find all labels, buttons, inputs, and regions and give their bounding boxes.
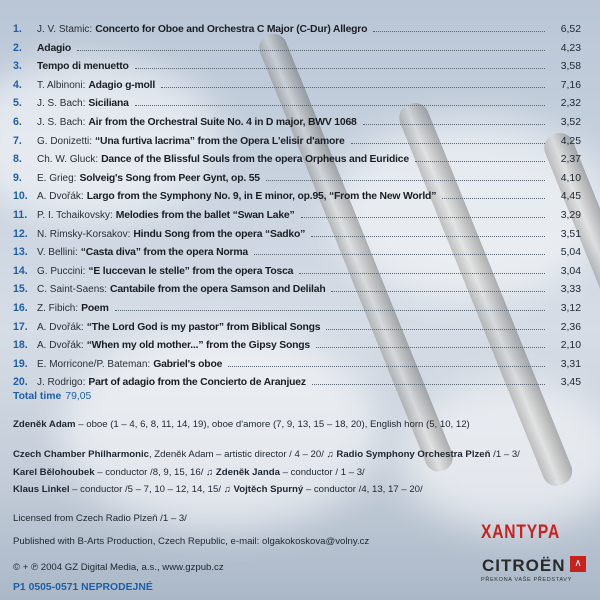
track-duration: 4,45 xyxy=(560,191,581,203)
track-title: Tempo di menuetto xyxy=(37,61,129,73)
dot-leader xyxy=(331,291,545,292)
track-number: 11. xyxy=(13,208,28,221)
track-duration: 3,33 xyxy=(560,284,581,296)
track-composer: A. Dvořák: xyxy=(37,340,84,352)
track-duration: 3,51 xyxy=(560,228,581,240)
citroen-slogan: PŘEKONA VAŠE PŘEDSTAVY xyxy=(481,577,572,583)
track-composer: J. S. Bach: xyxy=(37,116,86,128)
music-note-icon: ♫ xyxy=(223,484,231,495)
dot-leader xyxy=(77,50,545,51)
track-number: 17. xyxy=(13,320,28,333)
catalog-number: P1 0505-0571 NEPRODEJNÉ xyxy=(13,582,153,593)
dot-leader xyxy=(351,143,545,144)
dot-leader xyxy=(311,236,545,237)
dot-leader xyxy=(326,329,545,330)
dot-leader xyxy=(228,366,545,367)
track-composer: E. Grieg: xyxy=(37,172,77,184)
track-number: 6. xyxy=(13,115,22,128)
citroen-logo-text: CITROËN xyxy=(482,556,566,575)
track-row xyxy=(13,76,581,95)
track-row xyxy=(13,57,581,76)
ensemble-credits: Czech Chamber Philharmonic, Zdeněk Adam – artistic director / 4 – 20/ ♫ Radio Symphony Orchestra Plzeň /1 – 3/ Karel Bělohoubek – conductor /8, 9, 15, 16/ ♫ Zdeněk Janda – conductor / 1 – 3/ Klaus Linkel – conductor /5 – 7, 10 – 12, 14, 15/ ♫ Vojtěch Spurný – conductor /4, 13, 17 – 20/ xyxy=(13,449,520,495)
track-composer: Ch. W. Gluck: xyxy=(37,154,99,166)
dot-leader xyxy=(363,124,545,125)
track-row xyxy=(13,94,581,113)
track-duration: 6,52 xyxy=(560,24,581,35)
publisher-note: Published with B-Arts Production, Czech Republic, e-mail: olgakokoskova@volny.cz xyxy=(13,536,370,547)
track-duration: 3,12 xyxy=(560,302,581,314)
citroen-chevron-icon: ∧ xyxy=(570,556,586,572)
music-note-icon: ♫ xyxy=(326,449,334,460)
track-number: 3. xyxy=(13,60,22,73)
track-title: Dance of the Blissful Souls from the opera Orpheus and Euridice xyxy=(101,154,409,166)
track-row xyxy=(13,169,581,188)
dot-leader xyxy=(135,68,545,69)
track-row xyxy=(13,336,581,355)
track-title: Hindu Song from the opera “Sadko” xyxy=(133,228,306,240)
track-duration: 7,16 xyxy=(560,79,581,91)
track-duration: 3,45 xyxy=(560,377,581,389)
track-row xyxy=(13,132,581,151)
track-duration: 3,58 xyxy=(560,61,581,73)
track-row xyxy=(13,206,581,225)
track-number: 9. xyxy=(13,171,22,184)
track-title: Solveig's Song from Peer Gynt, op. 55 xyxy=(79,172,260,184)
dot-leader xyxy=(373,31,545,32)
track-title: “The Lord God is my pastor” from Biblical Songs xyxy=(86,321,321,333)
track-title: Adagio g-moll xyxy=(88,79,156,91)
license-note: Licensed from Czech Radio Plzeň /1 – 3/ xyxy=(13,513,187,524)
track-row xyxy=(13,150,581,169)
track-row xyxy=(13,225,581,244)
track-number: 16. xyxy=(13,301,28,314)
track-title: Part of adagio from the Concierto de Aranjuez xyxy=(88,377,306,389)
track-row xyxy=(13,262,581,281)
track-row xyxy=(13,113,581,132)
track-title: “E luccevan le stelle” from the opera Tosca xyxy=(88,265,294,277)
track-composer: N. Rimsky-Korsakov: xyxy=(37,228,131,240)
track-row xyxy=(13,373,581,392)
track-duration: 3,52 xyxy=(560,116,581,128)
track-list xyxy=(13,20,581,392)
dot-leader xyxy=(115,310,545,311)
soloist-credit: Zdeněk Adam – oboe (1 – 4, 6, 8, 11, 14, 19), oboe d'amore (7, 9, 13, 15 – 18, 20), English horn (5, 10, 12) xyxy=(13,419,470,430)
track-title: Cantabile from the opera Samson and Delilah xyxy=(110,284,326,296)
track-composer: J. Rodrigo: xyxy=(37,377,86,389)
track-number: 5. xyxy=(13,97,22,110)
track-composer: J. S. Bach: xyxy=(37,98,86,110)
dot-leader xyxy=(301,217,545,218)
track-title: Adagio xyxy=(37,42,72,54)
track-duration: 3,31 xyxy=(560,358,581,370)
track-row xyxy=(13,280,581,299)
track-composer: T. Albinoni: xyxy=(37,79,86,91)
track-row xyxy=(13,20,581,39)
track-duration: 3,29 xyxy=(560,209,581,221)
track-title: “Una furtiva lacrima” from the Opera L'elisir d'amore xyxy=(95,135,345,147)
track-row xyxy=(13,243,581,262)
track-number: 18. xyxy=(13,339,28,352)
track-row xyxy=(13,355,581,374)
dot-leader xyxy=(442,198,545,199)
track-composer: V. Bellini: xyxy=(37,247,78,259)
dot-leader xyxy=(161,87,545,88)
track-title: Gabriel's oboe xyxy=(153,358,223,370)
track-number: 19. xyxy=(13,357,28,370)
track-duration: 5,04 xyxy=(560,247,581,259)
track-composer: P. I. Tchaikovsky: xyxy=(37,209,113,221)
track-title: Largo from the Symphony No. 9, in E minor, op.95, “From the New World” xyxy=(86,191,437,203)
track-duration: 3,04 xyxy=(560,265,581,277)
track-number: 20. xyxy=(13,376,28,389)
track-row xyxy=(13,318,581,337)
dot-leader xyxy=(415,161,545,162)
track-composer: G. Donizetti: xyxy=(37,135,93,147)
dot-leader xyxy=(135,105,545,106)
track-title: Poem xyxy=(81,302,109,314)
track-composer: A. Dvořák: xyxy=(37,321,84,333)
total-time: Total time 79,05 xyxy=(13,391,92,402)
track-title: Melodies from the ballet “Swan Lake” xyxy=(115,209,295,221)
track-duration: 4,10 xyxy=(560,172,581,184)
track-composer: J. V. Stamic: xyxy=(37,24,93,35)
dot-leader xyxy=(266,180,545,181)
music-note-icon: ♫ xyxy=(206,466,214,478)
track-duration: 2,36 xyxy=(560,321,581,333)
track-title: Concerto for Oboe and Orchestra C Major (C-Dur) Allegro xyxy=(95,24,368,35)
dot-leader xyxy=(299,273,545,274)
copyright-note: © + ℗ 2004 GZ Digital Media, a.s., www.gzpub.cz xyxy=(13,562,224,573)
track-number: 1. xyxy=(13,23,22,35)
xantypa-logo: XANTYPA xyxy=(481,522,561,543)
track-number: 13. xyxy=(13,246,28,259)
dot-leader xyxy=(254,254,545,255)
track-number: 14. xyxy=(13,264,28,277)
track-number: 15. xyxy=(13,283,28,296)
track-number: 10. xyxy=(13,190,28,203)
track-composer: G. Puccini: xyxy=(37,265,86,277)
track-title: Siciliana xyxy=(88,98,129,110)
track-title: “Casta diva” from the opera Norma xyxy=(80,247,248,259)
dot-leader xyxy=(312,384,545,385)
track-number: 4. xyxy=(13,78,22,91)
dot-leader xyxy=(316,347,545,348)
track-duration: 2,37 xyxy=(560,154,581,166)
track-row xyxy=(13,187,581,206)
track-title: “When my old mother...” from the Gipsy Songs xyxy=(86,340,310,352)
track-duration: 2,10 xyxy=(560,340,581,352)
track-composer: A. Dvořák: xyxy=(37,191,84,203)
track-duration: 2,32 xyxy=(560,98,581,110)
track-composer: E. Morricone/P. Bateman: xyxy=(37,358,151,370)
track-number: 2. xyxy=(13,41,22,54)
track-duration: 4,25 xyxy=(560,135,581,147)
track-composer: Z. Fibich: xyxy=(37,302,79,314)
track-title: Air from the Orchestral Suite No. 4 in D major, BWV 1068 xyxy=(88,116,357,128)
track-number: 12. xyxy=(13,227,28,240)
track-composer: C. Saint-Saens: xyxy=(37,284,108,296)
track-duration: 4,23 xyxy=(560,42,581,54)
track-row xyxy=(13,299,581,318)
track-number: 7. xyxy=(13,134,22,147)
track-row xyxy=(13,39,581,58)
track-number: 8. xyxy=(13,153,22,166)
